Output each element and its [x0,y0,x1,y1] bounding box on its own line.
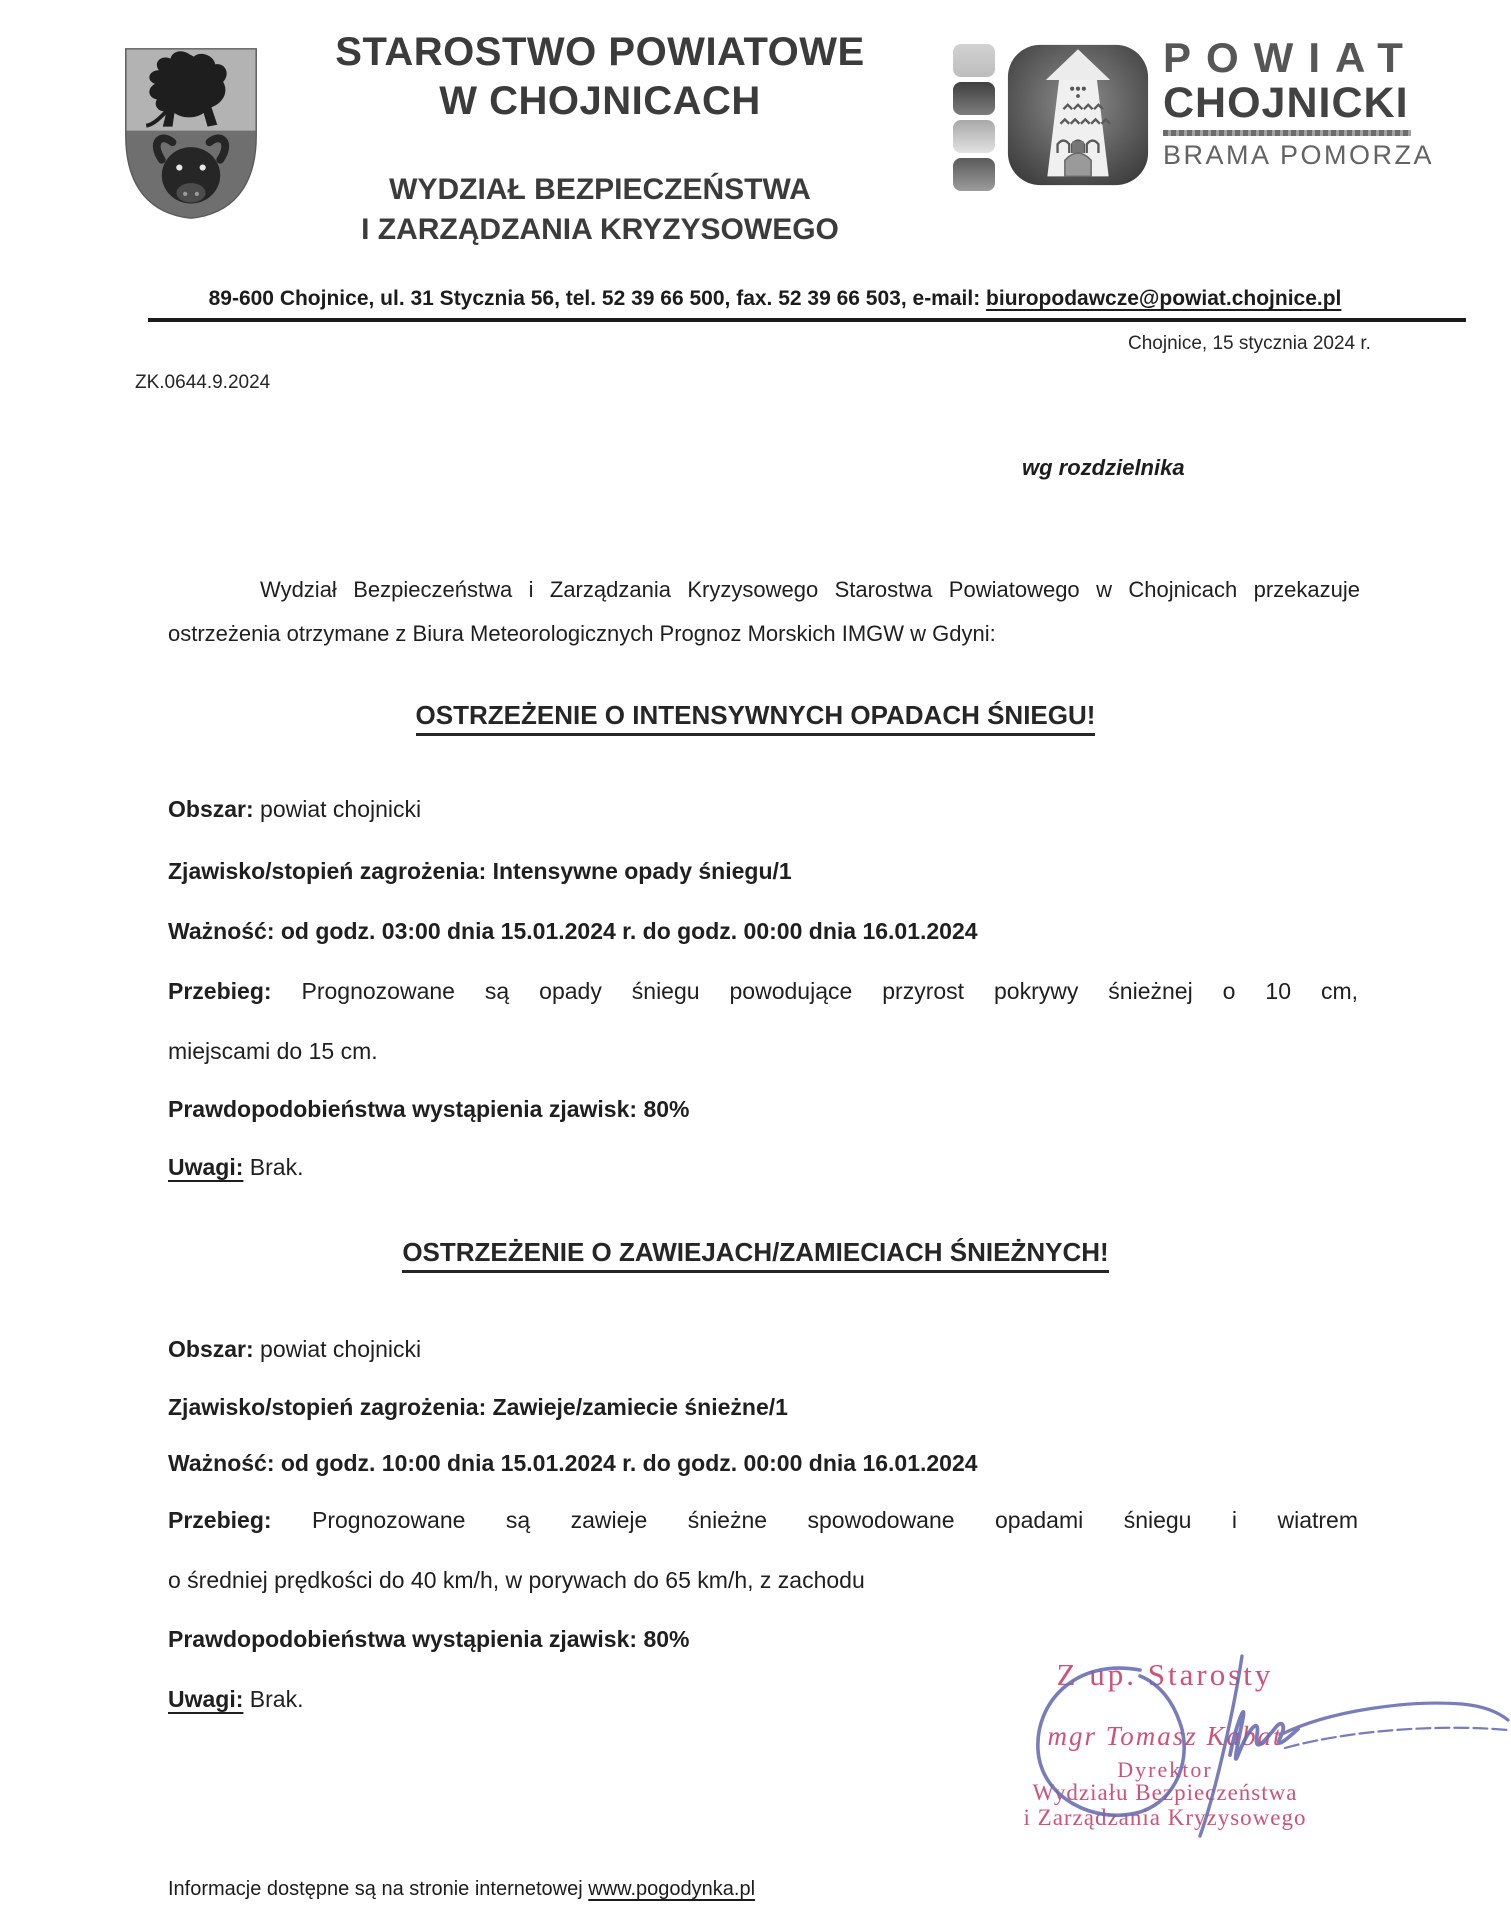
warning2-course-line1 [168,1507,1358,1534]
probability-value: 80% [643,1626,690,1652]
org-name-line1: STAROSTWO POWIATOWE [335,30,865,74]
course-label: Przebieg: [168,978,272,1004]
dept-name-line1: WYDZIAŁ BEZPIECZEŃSTWA [389,173,811,206]
warning1-course-line2: miejscami do 15 cm. [168,1038,378,1064]
stamp-authorization: Z up. Starosty [1056,1657,1274,1692]
course-text: Prognozowane są opady śniegu powodujące przyrost pokrywy śnieżnej o 10 cm, [301,978,1359,1004]
powiat-chojnicki-logo [953,34,1435,196]
logo-tagline: BRAMA POMORZA [1163,140,1435,170]
warning2-title: OSTRZEŻENIE O ZAWIEJACH/ZAMIECIACH ŚNIEŻNYCH! [0,1237,1511,1268]
logo-word-chojnicki: CHOJNICKI [1163,79,1409,127]
intro-paragraph: Wydział Bezpieczeństwa i Zarządzania Kryzysowego Starostwa Powiatowego w Chojnicach przekazuje ostrzeżenia otrzymane z Biura Meteorologicznych Prognoz Morskich IMGW w Gdyni: [168,577,1360,646]
logo-divider [1163,130,1411,136]
pogodynka-link[interactable]: www.pogodynka.pl [588,1878,756,1900]
notes-value: Brak. [249,1154,304,1180]
warning1-validity: Ważność: od godz. 03:00 dnia 15.01.2024 r. do godz. 00:00 dnia 16.01.2024 [168,918,978,944]
warning2-phenomenon: Zjawisko/stopień zagrożenia: Zawieje/zamiecie śnieżne/1 [168,1394,788,1420]
dept-name-line2: I ZARZĄDZANIA KRYZYSOWEGO [361,213,839,246]
email-link[interactable]: biuropodawcze@powiat.chojnice.pl [986,287,1342,310]
place-and-date: Chojnice, 15 stycznia 2024 r. [1128,333,1371,354]
logo-tiles [953,44,995,196]
notes-label: Uwagi: [168,1154,244,1180]
footer-text: Informacje dostępne są na stronie internetowej [168,1878,589,1900]
course-label: Przebieg: [168,1507,272,1533]
area-label: Obszar: [168,1336,254,1362]
logo-tile [953,44,995,77]
org-name-line2: W CHOJNICACH [439,79,761,123]
probability-label: Prawdopodobieństwa wystąpienia zjawisk: [168,1096,638,1122]
address-line [105,287,1445,311]
warning1-notes [168,1154,1358,1181]
warning1-course-line1 [168,978,1358,1005]
notes-label: Uwagi: [168,1686,244,1712]
stamp-dept-line2: i Zarządzania Kryzysowego [1023,1805,1307,1830]
area-value: powiat chojnicki [260,796,422,822]
warning2-course-line2: o średniej prędkości do 40 km/h, w porywach do 65 km/h, z zachodu [168,1567,865,1593]
organization-name [282,28,918,126]
footer-note [168,1878,755,1901]
probability-label: Prawdopodobieństwa wystąpienia zjawisk: [168,1626,638,1652]
area-value: powiat chojnicki [260,1336,422,1362]
notes-value: Brak. [249,1686,304,1712]
warning2-area [168,1336,1358,1363]
stamp-dept-line1: Wydziału Bezpieczeństwa [1032,1780,1298,1805]
logo-word-powiat: POWIAT [1163,34,1418,81]
warning1-probability [168,1096,1358,1123]
course-text: Prognozowane są zawieje śnieżne spowodowane opadami śniegu i wiatrem [311,1507,1358,1533]
stamp-signer-title: Dyrektor [1117,1757,1213,1782]
warning1-area [168,796,1358,823]
reference-number: ZK.0644.9.2024 [135,372,271,393]
department-name [282,170,918,250]
header-rule [148,318,1466,322]
gate-tower-icon [1005,42,1151,188]
logo-text [1163,34,1435,171]
coat-of-arms-icon [118,42,264,224]
probability-value: 80% [643,1096,690,1122]
distribution-note: wg rozdzielnika [1022,455,1185,480]
logo-tile [953,158,995,191]
warning2-validity: Ważność: od godz. 10:00 dnia 15.01.2024 r. do godz. 00:00 dnia 16.01.2024 [168,1450,978,1476]
warning1-title: OSTRZEŻENIE O INTENSYWNYCH OPADACH ŚNIEGU! [0,700,1511,731]
address-text: 89-600 Chojnice, ul. 31 Stycznia 56, tel. 52 39 66 500, fax. 52 39 66 503, e-mail: [208,287,987,310]
warning1-phenomenon: Zjawisko/stopień zagrożenia: Intensywne opady śniegu/1 [168,858,792,884]
stamp-signer-name: mgr Tomasz Kabat [1047,1721,1283,1751]
logo-tile [953,82,995,115]
official-stamp [950,1645,1380,1845]
logo-tile [953,120,995,153]
area-label: Obszar: [168,796,254,822]
